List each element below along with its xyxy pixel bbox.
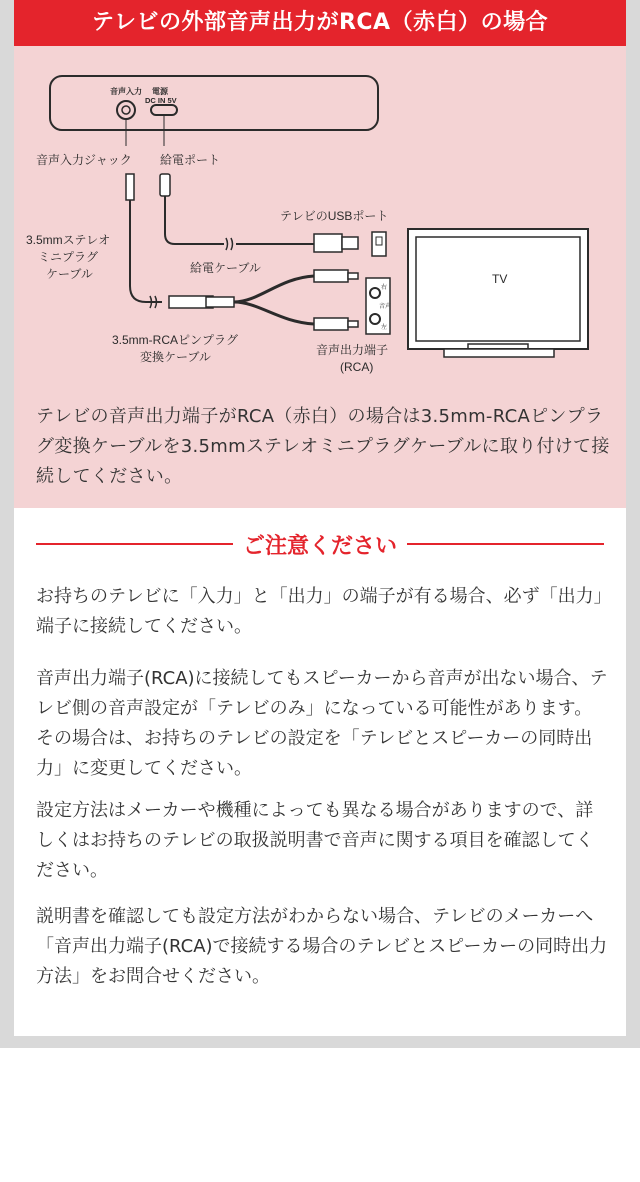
audio-in-jack-icon xyxy=(117,101,135,119)
power-port-caption: 給電ポート xyxy=(160,153,221,167)
output-terminal-caption-line2: (RCA) xyxy=(340,360,374,374)
speaker-audio-in-text: 音声入力 xyxy=(110,87,142,96)
notice-heading xyxy=(36,528,604,560)
usb-c-plug-illustration xyxy=(160,174,170,196)
mini-cable-caption-line1: 3.5mmステレオ xyxy=(26,233,111,247)
right-channel-text: 右 xyxy=(381,285,388,291)
notice-paragraph-2: 音声出力端子(RCA)に接続してもスピーカーから音声が出ない場合、テレビ側の音声設定が「テレビのみ」になっている可能性があります。その場合は、お持ちのテレビの設定を「テレビとスピーカーの同時出力」に変更してください。 xyxy=(36,668,608,779)
connection-description: テレビの音声出力端子がRCA（赤白）の場合は3.5mm-RCAピンプラグ変換ケーブルを3.5mmステレオミニプラグケーブルに取り付けて接続してください。 xyxy=(36,406,610,487)
audio-channel-text: 音声 xyxy=(379,304,392,310)
heading-divider-right xyxy=(407,543,604,545)
connection-diagram xyxy=(14,46,626,396)
speaker-dc-text: DC IN 5V xyxy=(145,96,177,105)
mini-cable-caption-line3: ケーブル xyxy=(46,267,93,281)
heading-divider-left xyxy=(36,543,233,545)
output-terminal-caption-line1: 音声出力端子 xyxy=(316,343,389,357)
tv-label: TV xyxy=(492,272,508,286)
notice-paragraph-3: 設定方法はメーカーや機種によっても異なる場合がありますので、詳しくはお持ちのテレビの取扱説明書で音声に関する項目を確認してください。 xyxy=(36,800,594,881)
notice-paragraph-1: お持ちのテレビに「入力」と「出力」の端子が有る場合、必ず「出力」端子に接続してください。 xyxy=(36,586,603,637)
page-title: テレビの外部音声出力がRCA（赤白）の場合 xyxy=(14,0,626,46)
connection-diagram-panel xyxy=(14,46,626,508)
tv-usb-port-icon xyxy=(372,232,386,256)
rca-cable-caption-line1: 3.5mm-RCAピンプラグ xyxy=(112,333,239,347)
mini-cable-caption-line2: ミニプラグ xyxy=(38,250,99,264)
left-channel-text: 左 xyxy=(381,325,388,331)
speaker-power-text: 電源 xyxy=(152,87,168,96)
usb-a-plug-illustration xyxy=(314,234,342,252)
mini-plug-illustration xyxy=(126,174,134,200)
notice-paragraph-4: 説明書を確認しても設定方法がわからない場合、テレビのメーカーへ「音声出力端子(RCA)で接続する場合のテレビとスピーカーの同時出力方法」をお問合せください。 xyxy=(36,906,608,987)
audio-jack-caption: 音声入力ジャック xyxy=(36,153,132,167)
rca-plug-right-illustration xyxy=(314,270,348,282)
speaker-body-illustration xyxy=(50,76,378,130)
notice-panel xyxy=(14,508,626,1036)
usb-c-port-icon xyxy=(151,105,177,115)
tv-usb-caption: テレビのUSBポート xyxy=(280,209,389,223)
notice-heading-text: ご注意ください xyxy=(243,533,398,559)
rca-plug-left-illustration xyxy=(314,318,348,330)
rca-cable-caption-line2: 変換ケーブル xyxy=(140,350,211,364)
tv-stand-illustration xyxy=(444,349,554,357)
power-cable-caption: 給電ケーブル xyxy=(190,261,261,275)
